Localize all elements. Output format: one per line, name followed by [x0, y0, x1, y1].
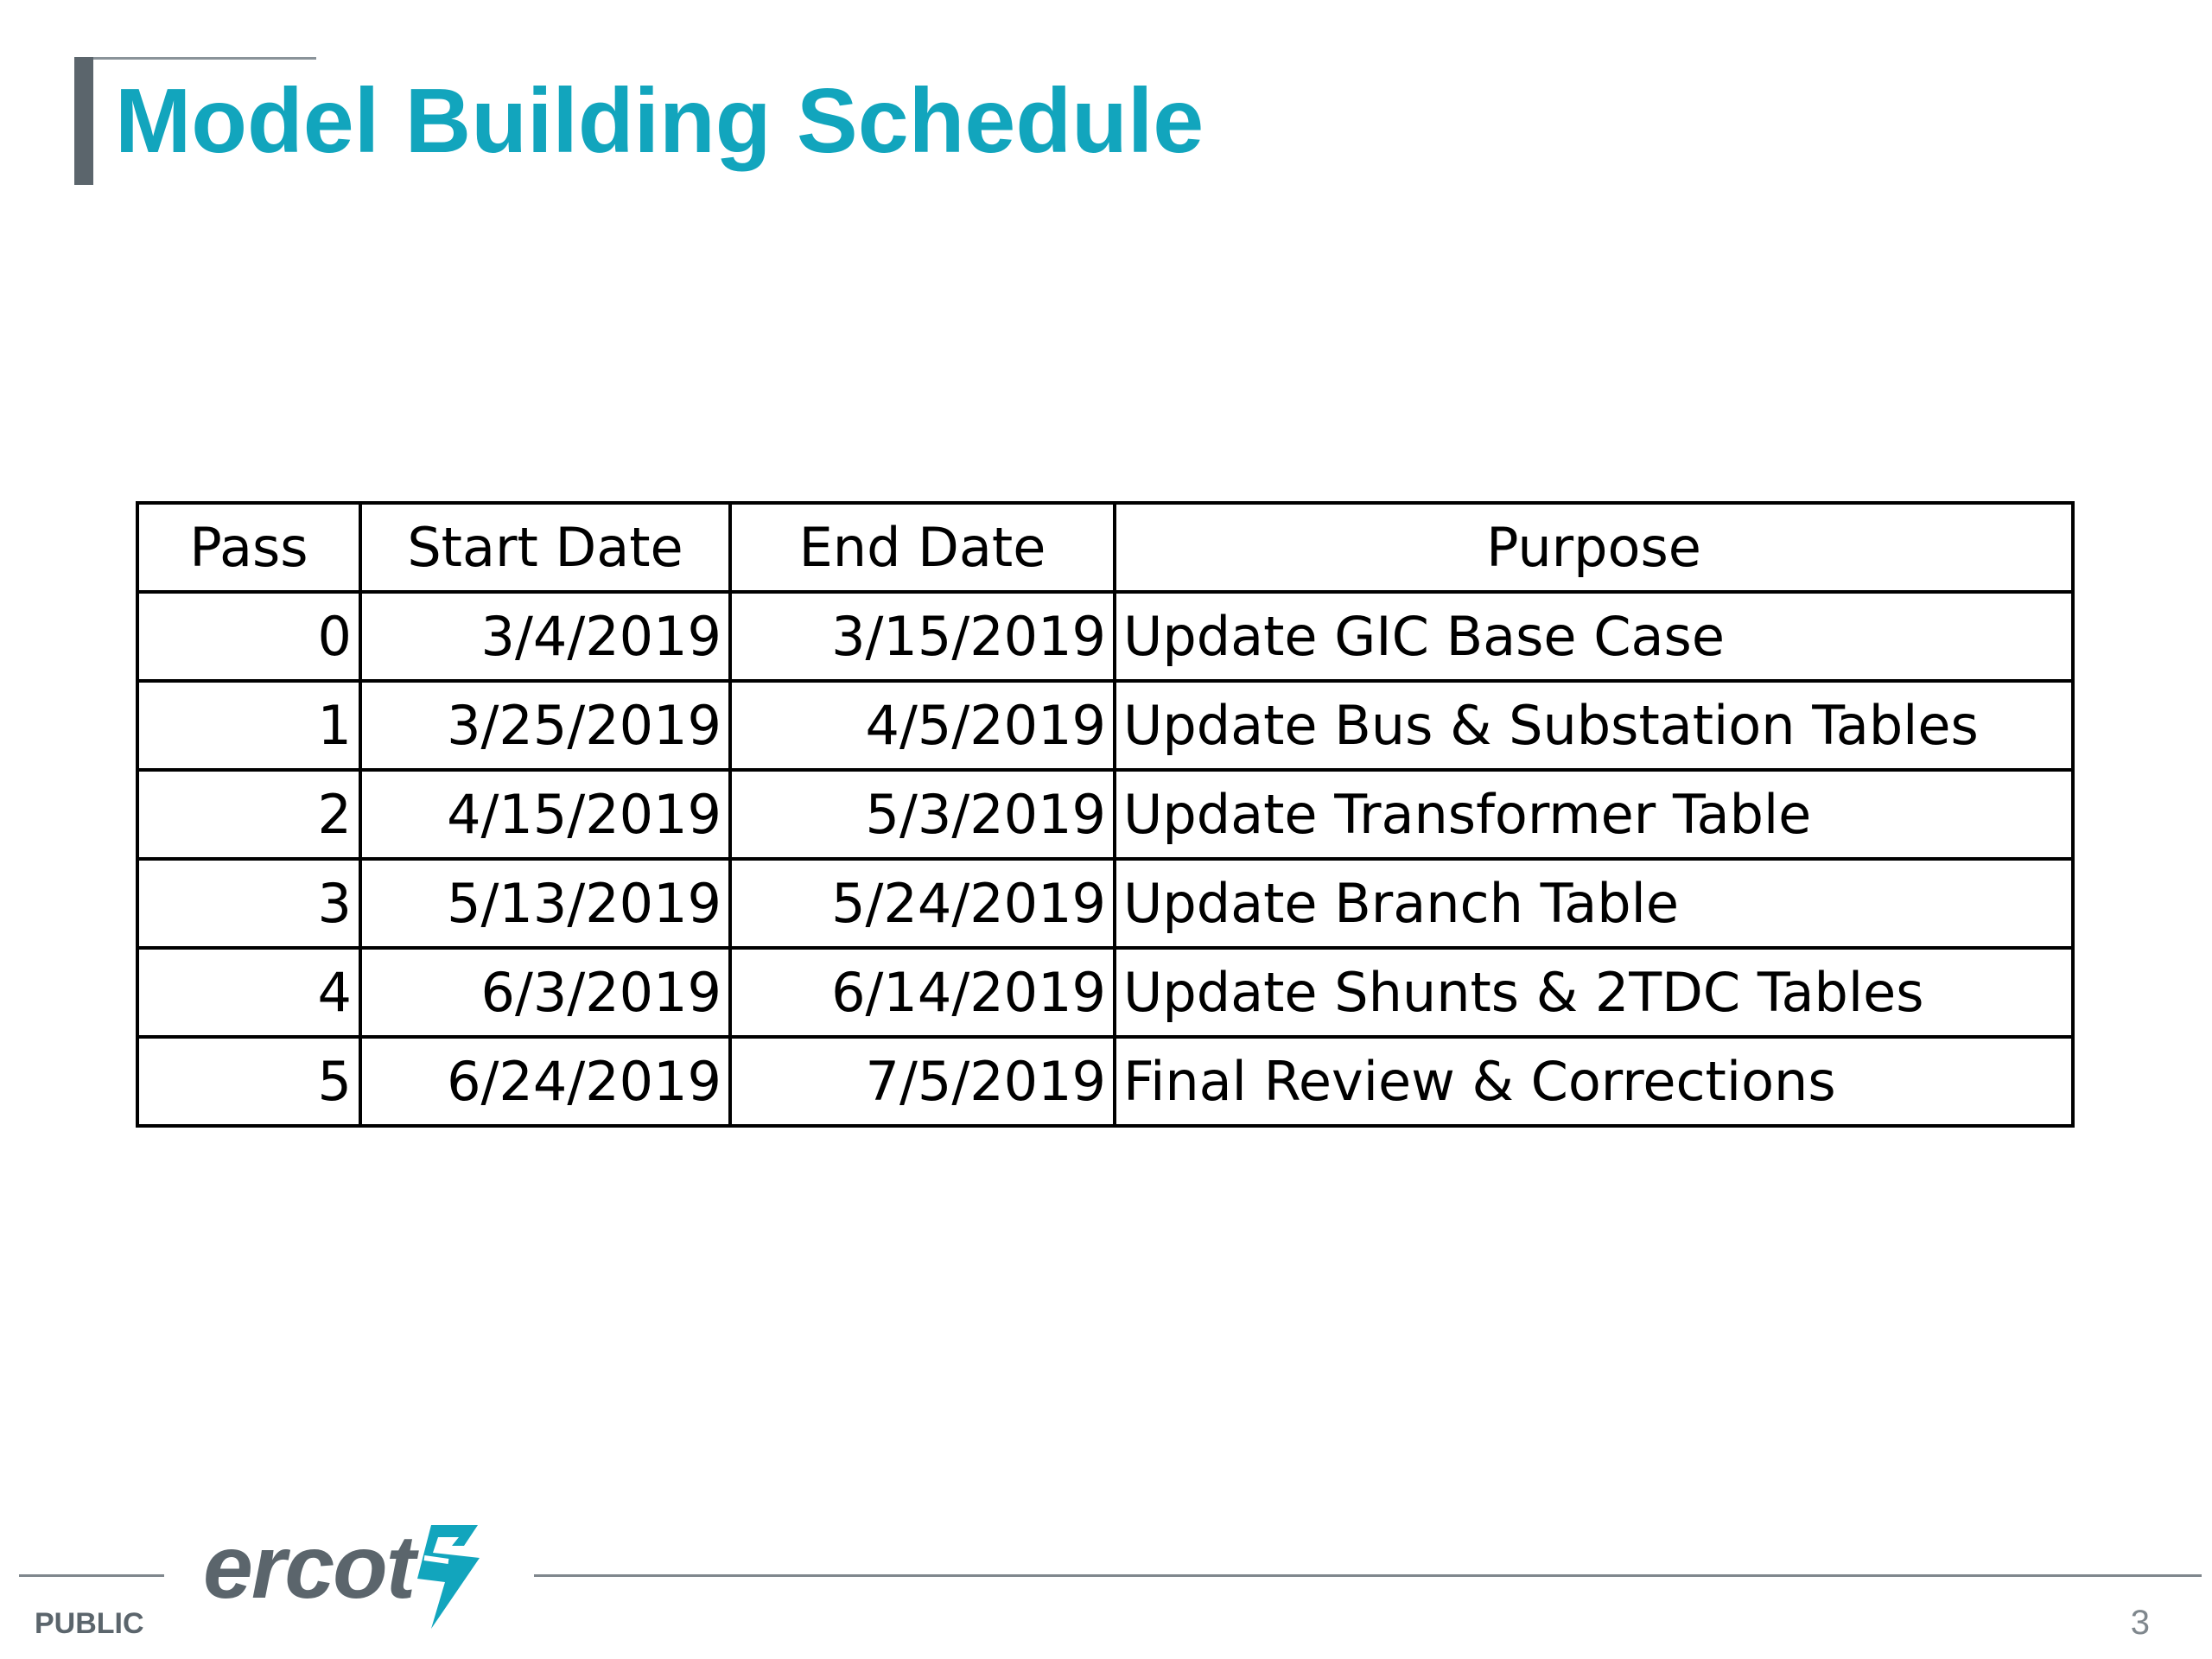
purpose-cell: Update Branch Table: [1115, 859, 2073, 948]
logo-wordmark: ercot: [203, 1517, 415, 1618]
start-date-cell: 4/15/2019: [360, 770, 730, 859]
column-header-pass: Pass: [137, 503, 360, 592]
page-title: Model Building Schedule: [115, 70, 1205, 172]
start-date-cell: 6/24/2019: [360, 1037, 730, 1126]
end-date-cell: 5/3/2019: [730, 770, 1115, 859]
column-header-purpose: Purpose: [1115, 503, 2073, 592]
end-date-cell: 5/24/2019: [730, 859, 1115, 948]
footer-divider-left: [19, 1574, 164, 1577]
pass-cell: 0: [137, 592, 360, 681]
footer-divider-right: [534, 1574, 2202, 1577]
pass-cell: 2: [137, 770, 360, 859]
ercot-logo: [203, 1516, 514, 1637]
lightning-bolt-icon: [398, 1520, 493, 1632]
schedule-table: [136, 501, 2075, 1128]
table-row: [137, 681, 2073, 770]
pass-cell: 1: [137, 681, 360, 770]
start-date-cell: 6/3/2019: [360, 948, 730, 1037]
classification-label: PUBLIC: [35, 1607, 144, 1640]
purpose-cell: Update GIC Base Case: [1115, 592, 2073, 681]
table-row: [137, 948, 2073, 1037]
table-row: [137, 859, 2073, 948]
purpose-cell: Update Bus & Substation Tables: [1115, 681, 2073, 770]
pass-cell: 3: [137, 859, 360, 948]
column-header-end-date: End Date: [730, 503, 1115, 592]
table-header-row: [137, 503, 2073, 592]
start-date-cell: 3/4/2019: [360, 592, 730, 681]
end-date-cell: 6/14/2019: [730, 948, 1115, 1037]
end-date-cell: 3/15/2019: [730, 592, 1115, 681]
title-top-rule: [74, 57, 316, 60]
column-header-start-date: Start Date: [360, 503, 730, 592]
purpose-cell: Update Shunts & 2TDC Tables: [1115, 948, 2073, 1037]
purpose-cell: Update Transformer Table: [1115, 770, 2073, 859]
purpose-cell: Final Review & Corrections: [1115, 1037, 2073, 1126]
end-date-cell: 7/5/2019: [730, 1037, 1115, 1126]
start-date-cell: 5/13/2019: [360, 859, 730, 948]
end-date-cell: 4/5/2019: [730, 681, 1115, 770]
start-date-cell: 3/25/2019: [360, 681, 730, 770]
table-row: [137, 592, 2073, 681]
pass-cell: 5: [137, 1037, 360, 1126]
pass-cell: 4: [137, 948, 360, 1037]
title-accent-bar: [74, 57, 93, 185]
table-row: [137, 1037, 2073, 1126]
page-number: 3: [2130, 1604, 2150, 1642]
table-row: [137, 770, 2073, 859]
